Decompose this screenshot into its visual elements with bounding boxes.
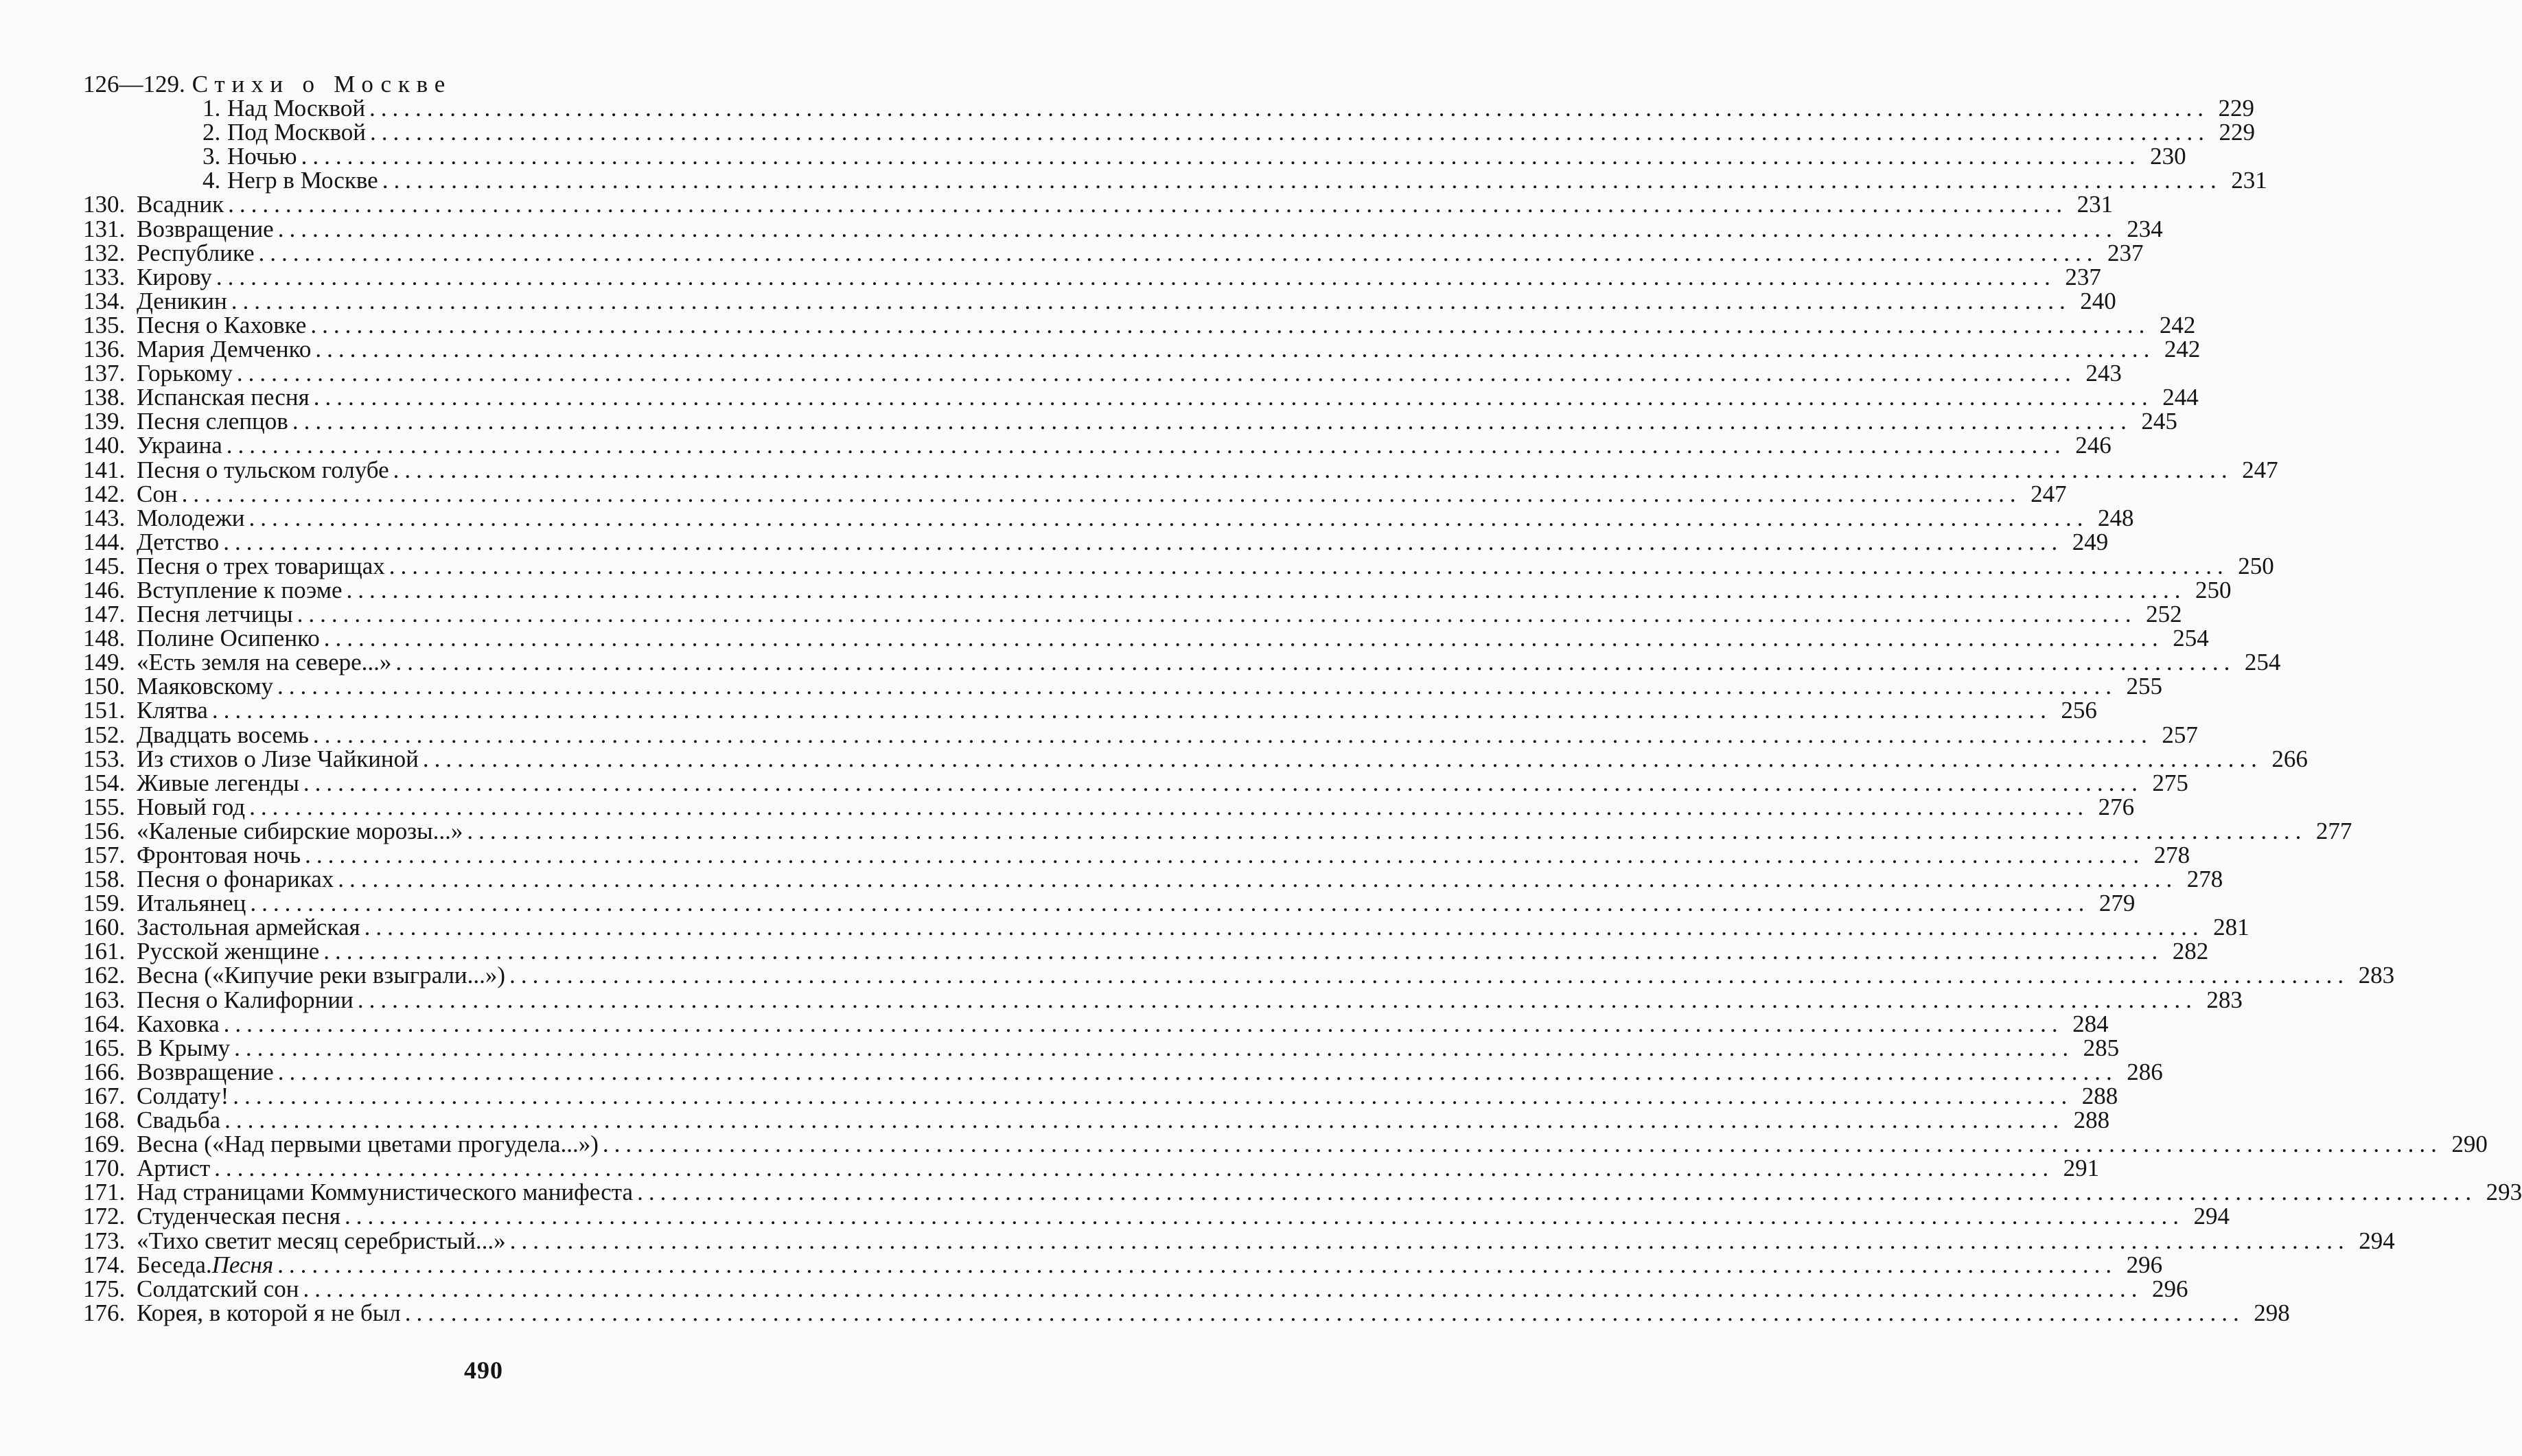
dot-leader: ................................................................................................................................................................ bbox=[323, 625, 2164, 652]
entry-number: 160. bbox=[83, 914, 126, 941]
entry-title: Детство bbox=[137, 528, 220, 555]
toc-entry bbox=[83, 625, 2209, 652]
entry-number: 164. bbox=[83, 1010, 126, 1037]
entry-title: Песня о фонариках bbox=[137, 866, 334, 893]
entry-number: 159. bbox=[83, 890, 126, 917]
entry-page: 244 bbox=[2162, 384, 2199, 411]
dot-leader: ................................................................................................................................................................ bbox=[357, 986, 2197, 1013]
toc-subentry bbox=[83, 167, 2267, 194]
entry-number: 139. bbox=[83, 408, 126, 435]
dot-leader: ................................................................................................................................................................ bbox=[389, 552, 2229, 579]
entry-title: «Тихо светит месяц серебристый...» bbox=[137, 1227, 506, 1254]
dot-leader: ................................................................................................................................................................ bbox=[364, 914, 2204, 941]
entry-number: 141. bbox=[83, 456, 126, 483]
entry-page: 237 bbox=[2065, 263, 2101, 290]
entry-page: 248 bbox=[2098, 504, 2134, 531]
entry-page: 252 bbox=[2146, 601, 2182, 628]
entry-number: 176. bbox=[83, 1299, 126, 1326]
entry-title: Солдатский сон bbox=[137, 1275, 299, 1302]
dot-leader: ................................................................................................................................................................ bbox=[305, 842, 2145, 868]
toc-subentry bbox=[83, 95, 2255, 122]
entry-number: 167. bbox=[83, 1082, 126, 1109]
entry-page: 229 bbox=[2218, 95, 2255, 122]
entry-number: 152. bbox=[83, 721, 126, 748]
entry-title: Полине Осипенко bbox=[137, 625, 320, 652]
dot-leader: ................................................................................................................................................................ bbox=[303, 769, 2143, 796]
entry-page: 278 bbox=[2186, 866, 2223, 893]
dot-leader: ................................................................................................................................................................ bbox=[310, 311, 2151, 338]
toc-entry bbox=[83, 1203, 2230, 1230]
entry-page: 281 bbox=[2213, 914, 2249, 941]
entry-title: В Крыму bbox=[137, 1034, 231, 1061]
dot-leader: ................................................................................................................................................................ bbox=[297, 601, 2137, 628]
entry-title: «Есть земля на севере...» bbox=[137, 649, 392, 676]
toc-entry bbox=[83, 360, 2122, 387]
entry-number: 130. bbox=[83, 191, 126, 218]
entry-number: 157. bbox=[83, 842, 126, 868]
dot-leader: ................................................................................................................................................................ bbox=[509, 962, 2350, 989]
entry-page: 282 bbox=[2172, 938, 2209, 965]
dot-leader: ................................................................................................................................................................ bbox=[323, 938, 2164, 965]
entry-page: 257 bbox=[2162, 721, 2198, 748]
entry-page: 298 bbox=[2254, 1299, 2290, 1326]
entry-number: 143. bbox=[83, 504, 126, 531]
toc-entry bbox=[83, 239, 2144, 266]
entry-page: 296 bbox=[2126, 1251, 2163, 1278]
entry-number: 172. bbox=[83, 1203, 126, 1230]
entry-number: 1. bbox=[203, 95, 221, 122]
entry-page: 294 bbox=[2193, 1203, 2230, 1230]
toc-entry bbox=[83, 576, 2232, 603]
dot-leader: ................................................................................................................................................................ bbox=[292, 408, 2132, 435]
entry-title: Из стихов о Лизе Чайкиной bbox=[137, 745, 419, 772]
toc-entry-list bbox=[83, 191, 2522, 1326]
entry-number: 146. bbox=[83, 576, 126, 603]
entry-page: 250 bbox=[2195, 576, 2232, 603]
entry-number: 135. bbox=[83, 311, 126, 338]
entry-title: Деникин bbox=[137, 287, 227, 314]
entry-title: «Каленые сибирские морозы...» bbox=[137, 817, 463, 844]
entry-page: 245 bbox=[2141, 408, 2177, 435]
toc-entry bbox=[83, 817, 2352, 844]
toc-entry bbox=[83, 552, 2274, 579]
entry-number: 131. bbox=[83, 215, 126, 242]
entry-page: 283 bbox=[2206, 986, 2243, 1013]
entry-title: Маяковскому bbox=[137, 673, 274, 700]
entry-title: Корея, в которой я не был bbox=[137, 1299, 401, 1326]
entry-number: 173. bbox=[83, 1227, 126, 1254]
entry-number: 136. bbox=[83, 336, 126, 363]
group-number: 126—129. bbox=[83, 71, 185, 97]
toc-entry bbox=[83, 986, 2243, 1013]
entry-title: Весна («Над первыми цветами прогудела...») bbox=[137, 1131, 599, 1158]
dot-leader: ................................................................................................................................................................ bbox=[315, 336, 2155, 363]
toc-entry bbox=[83, 673, 2163, 700]
entry-number: 151. bbox=[83, 697, 126, 724]
entry-title: Застольная армейская bbox=[137, 914, 360, 941]
entry-page: 277 bbox=[2315, 817, 2352, 844]
dot-leader: ................................................................................................................................................................ bbox=[216, 263, 2056, 290]
dot-leader: ................................................................................................................................................................ bbox=[509, 1227, 2350, 1254]
toc-entry bbox=[83, 697, 2097, 724]
entry-title: Кирову bbox=[137, 263, 212, 290]
toc-entry bbox=[83, 311, 2196, 338]
toc-entry bbox=[83, 432, 2112, 459]
entry-title: Живые легенды bbox=[137, 769, 299, 796]
entry-page: 283 bbox=[2358, 962, 2395, 989]
entry-title: Весна («Кипучие реки взыграли...») bbox=[137, 962, 506, 989]
toc-entry bbox=[83, 745, 2308, 772]
entry-number: 145. bbox=[83, 552, 126, 579]
entry-page: 276 bbox=[2098, 793, 2135, 820]
toc-entry bbox=[83, 1179, 2522, 1206]
entry-title: Республике bbox=[137, 239, 255, 266]
entry-page: 243 bbox=[2085, 360, 2122, 387]
entry-number: 142. bbox=[83, 480, 126, 507]
entry-title: Итальянец bbox=[137, 890, 246, 917]
entry-page: 288 bbox=[2073, 1107, 2110, 1134]
toc-entry bbox=[83, 938, 2209, 965]
entry-title: Негр в Москве bbox=[227, 167, 378, 194]
entry-number: 165. bbox=[83, 1034, 126, 1061]
entry-title: Возвращение bbox=[137, 215, 274, 242]
entry-title: Песня о Каховке bbox=[137, 311, 307, 338]
entry-title: Песня слепцов bbox=[137, 408, 288, 435]
toc-subentry bbox=[83, 143, 2186, 170]
entry-number: 2. bbox=[203, 119, 221, 146]
entry-page: 288 bbox=[2081, 1082, 2118, 1109]
toc-entry bbox=[83, 1155, 2100, 1182]
entry-title: Ночью bbox=[227, 143, 297, 170]
entry-page: 240 bbox=[2080, 287, 2116, 314]
toc-entry bbox=[83, 769, 2188, 796]
entry-page: 296 bbox=[2152, 1275, 2188, 1302]
entry-page: 285 bbox=[2083, 1034, 2120, 1061]
toc-entry bbox=[83, 1010, 2109, 1037]
entry-title: Сон bbox=[137, 480, 178, 507]
dot-leader: ................................................................................................................................................................ bbox=[223, 528, 2063, 555]
entry-number: 161. bbox=[83, 938, 126, 965]
toc-entry bbox=[83, 721, 2198, 748]
entry-number: 168. bbox=[83, 1107, 126, 1134]
entry-page: 275 bbox=[2152, 769, 2188, 796]
entry-number: 155. bbox=[83, 793, 126, 820]
entry-page: 229 bbox=[2219, 119, 2256, 146]
entry-title: Песня о Калифорнии bbox=[137, 986, 354, 1013]
dot-leader: ................................................................................................................................................................ bbox=[224, 1107, 2065, 1134]
entry-title: Горькому bbox=[137, 360, 233, 387]
toc-entry bbox=[83, 890, 2136, 917]
entry-number: 153. bbox=[83, 745, 126, 772]
entry-number: 150. bbox=[83, 673, 126, 700]
entry-title: Свадьба bbox=[137, 1107, 221, 1134]
dot-leader: ................................................................................................................................................................ bbox=[223, 1010, 2063, 1037]
entry-page: 293 bbox=[2486, 1179, 2522, 1206]
toc-entry bbox=[83, 408, 2177, 435]
dot-leader: ................................................................................................................................................................ bbox=[382, 167, 2222, 194]
entry-page: 234 bbox=[2127, 215, 2163, 242]
toc-entry bbox=[83, 504, 2134, 531]
dot-leader: ................................................................................................................................................................ bbox=[602, 1131, 2442, 1158]
toc-entry bbox=[83, 962, 2395, 989]
toc-entry bbox=[83, 480, 2067, 507]
toc-entry bbox=[83, 842, 2190, 868]
entry-page: 254 bbox=[2244, 649, 2281, 676]
entry-number: 166. bbox=[83, 1058, 126, 1085]
dot-leader: ................................................................................................................................................................ bbox=[345, 1203, 2184, 1230]
entry-number: 158. bbox=[83, 866, 126, 893]
toc-entry bbox=[83, 263, 2101, 290]
toc-entry bbox=[83, 1299, 2290, 1326]
entry-title: Над Москвой bbox=[227, 95, 366, 122]
entry-title: Артист bbox=[137, 1155, 211, 1182]
entry-title: Русской женщине bbox=[137, 938, 320, 965]
toc-entry bbox=[83, 1058, 2163, 1085]
toc-entry bbox=[83, 1275, 2188, 1302]
entry-title: Под Москвой bbox=[227, 119, 367, 146]
dot-leader: ................................................................................................................................................................ bbox=[236, 360, 2076, 387]
entry-page: 242 bbox=[2159, 311, 2196, 338]
entry-title: Мария Демченко bbox=[137, 336, 312, 363]
entry-title: Песня о трех товарищах bbox=[137, 552, 385, 579]
toc-entry bbox=[83, 1131, 2488, 1158]
entry-title: Песня о тульском голубе bbox=[137, 456, 389, 483]
entry-page: 278 bbox=[2153, 842, 2190, 868]
entry-title: Испанская песня bbox=[137, 384, 310, 411]
toc-entry bbox=[83, 1082, 2118, 1109]
dot-leader: ................................................................................................................................................................ bbox=[313, 384, 2153, 411]
dot-leader: ................................................................................................................................................................ bbox=[277, 673, 2118, 700]
entry-title: Клятва bbox=[137, 697, 208, 724]
dot-leader: ................................................................................................................................................................ bbox=[181, 480, 2022, 507]
entry-page: 230 bbox=[2150, 143, 2186, 170]
dot-leader: ................................................................................................................................................................ bbox=[231, 287, 2071, 314]
toc-entry bbox=[83, 1107, 2110, 1134]
entry-page: 246 bbox=[2075, 432, 2112, 459]
dot-leader: ................................................................................................................................................................ bbox=[233, 1082, 2073, 1109]
toc-entry bbox=[83, 456, 2278, 483]
entry-page: 237 bbox=[2107, 239, 2144, 266]
entry-title: Всадник bbox=[137, 191, 224, 218]
entry-number: 4. bbox=[203, 167, 221, 194]
entry-page: 279 bbox=[2098, 890, 2136, 917]
entry-number: 138. bbox=[83, 384, 126, 411]
dot-leader: ................................................................................................................................................................ bbox=[338, 866, 2178, 893]
entry-number: 149. bbox=[83, 649, 126, 676]
dot-leader: ................................................................................................................................................................ bbox=[249, 793, 2090, 820]
page-number: 490 bbox=[464, 1356, 503, 1384]
entry-title: Возвращение bbox=[137, 1058, 274, 1085]
entry-page: 249 bbox=[2072, 528, 2109, 555]
toc-entry bbox=[83, 528, 2109, 555]
dot-leader: ................................................................................................................................................................ bbox=[637, 1179, 2477, 1206]
entry-number: 140. bbox=[83, 432, 126, 459]
entry-page: 255 bbox=[2126, 673, 2163, 700]
entry-page: 254 bbox=[2173, 625, 2209, 652]
dot-leader: ................................................................................................................................................................ bbox=[301, 143, 2141, 170]
entry-page: 231 bbox=[2076, 191, 2114, 218]
entry-number: 132. bbox=[83, 239, 126, 266]
dot-leader: ................................................................................................................................................................ bbox=[248, 504, 2089, 531]
toc-entry bbox=[83, 1227, 2395, 1254]
group-title: Стихи о Москве bbox=[192, 71, 452, 97]
entry-number: 147. bbox=[83, 601, 126, 628]
entry-number: 133. bbox=[83, 263, 126, 290]
dot-leader: ................................................................................................................................................................ bbox=[369, 95, 2210, 122]
dot-leader: ................................................................................................................................................................ bbox=[395, 649, 2236, 676]
entry-number: 148. bbox=[83, 625, 126, 652]
dot-leader: ................................................................................................................................................................ bbox=[404, 1299, 2245, 1326]
entry-page: 247 bbox=[2242, 456, 2278, 483]
entry-page: 294 bbox=[2359, 1227, 2395, 1254]
entry-page: 247 bbox=[2031, 480, 2067, 507]
table-of-contents bbox=[83, 71, 2522, 1326]
toc-group-heading bbox=[83, 72, 883, 96]
entry-title: Украина bbox=[137, 432, 222, 459]
entry-number: 174. bbox=[83, 1251, 126, 1278]
toc-subentry-list bbox=[83, 95, 2267, 194]
dot-leader: ................................................................................................................................................................ bbox=[467, 817, 2307, 844]
entry-title: Беседа. bbox=[137, 1251, 212, 1278]
dot-leader: ................................................................................................................................................................ bbox=[346, 576, 2186, 603]
toc-entry bbox=[83, 287, 2116, 314]
dot-leader: ................................................................................................................................................................ bbox=[277, 1058, 2118, 1085]
entry-number: 171. bbox=[83, 1179, 126, 1206]
entry-title: Молодежи bbox=[137, 504, 245, 531]
dot-leader: ................................................................................................................................................................ bbox=[226, 432, 2066, 459]
entry-title: Вступление к поэме bbox=[137, 576, 343, 603]
toc-entry bbox=[83, 191, 2114, 218]
dot-leader: ................................................................................................................................................................ bbox=[303, 1275, 2143, 1302]
dot-leader: ................................................................................................................................................................ bbox=[258, 239, 2098, 266]
dot-leader: ................................................................................................................................................................ bbox=[211, 697, 2052, 724]
dot-leader: ................................................................................................................................................................ bbox=[312, 721, 2153, 748]
entry-title: Песня летчицы bbox=[137, 601, 293, 628]
toc-entry bbox=[83, 601, 2182, 628]
toc-subentry bbox=[83, 119, 2256, 146]
entry-page: 291 bbox=[2063, 1155, 2100, 1182]
dot-leader: ................................................................................................................................................................ bbox=[228, 191, 2068, 218]
entry-page: 242 bbox=[2164, 336, 2201, 363]
entry-title: Фронтовая ночь bbox=[137, 842, 301, 868]
toc-entry bbox=[83, 336, 2201, 363]
entry-page: 231 bbox=[2231, 167, 2267, 194]
toc-entry bbox=[83, 914, 2249, 941]
entry-number: 170. bbox=[83, 1155, 126, 1182]
entry-number: 156. bbox=[83, 817, 126, 844]
dot-leader: ................................................................................................................................................................ bbox=[234, 1034, 2074, 1061]
entry-number: 134. bbox=[83, 287, 126, 314]
entry-title: Солдату! bbox=[137, 1082, 229, 1109]
toc-entry bbox=[83, 1034, 2120, 1061]
dot-leader: ................................................................................................................................................................ bbox=[214, 1155, 2055, 1182]
toc-entry bbox=[83, 384, 2199, 411]
entry-title: Двадцать восемь bbox=[137, 721, 309, 748]
entry-page: 250 bbox=[2238, 552, 2274, 579]
dot-leader: ................................................................................................................................................................ bbox=[277, 1251, 2118, 1278]
dot-leader: ................................................................................................................................................................ bbox=[277, 215, 2118, 242]
toc-entry bbox=[83, 215, 2163, 242]
dot-leader: ................................................................................................................................................................ bbox=[422, 745, 2263, 772]
entry-number: 137. bbox=[83, 360, 126, 387]
entry-page: 256 bbox=[2061, 697, 2097, 724]
dot-leader: ................................................................................................................................................................ bbox=[250, 890, 2090, 917]
entry-title-italic: Песня bbox=[211, 1251, 274, 1278]
entry-title: Студенческая песня bbox=[137, 1203, 340, 1230]
entry-number: 154. bbox=[83, 769, 126, 796]
entry-number: 162. bbox=[83, 962, 126, 989]
entry-number: 3. bbox=[203, 143, 221, 170]
entry-number: 163. bbox=[83, 986, 126, 1013]
entry-number: 144. bbox=[83, 528, 126, 555]
dot-leader: ................................................................................................................................................................ bbox=[370, 119, 2210, 146]
toc-entry bbox=[83, 793, 2135, 820]
entry-page: 284 bbox=[2072, 1010, 2109, 1037]
entry-page: 286 bbox=[2127, 1058, 2163, 1085]
entry-title: Над страницами Коммунистического манифеста bbox=[137, 1179, 634, 1206]
entry-title: Каховка bbox=[137, 1010, 220, 1037]
toc-entry bbox=[83, 1251, 2163, 1278]
entry-number: 175. bbox=[83, 1275, 126, 1302]
entry-title: Новый год bbox=[137, 793, 246, 820]
entry-page: 266 bbox=[2271, 745, 2308, 772]
toc-entry bbox=[83, 649, 2281, 676]
toc-entry bbox=[83, 866, 2223, 893]
entry-page: 290 bbox=[2451, 1131, 2488, 1158]
dot-leader: ................................................................................................................................................................ bbox=[393, 456, 2233, 483]
entry-number: 169. bbox=[83, 1131, 126, 1158]
